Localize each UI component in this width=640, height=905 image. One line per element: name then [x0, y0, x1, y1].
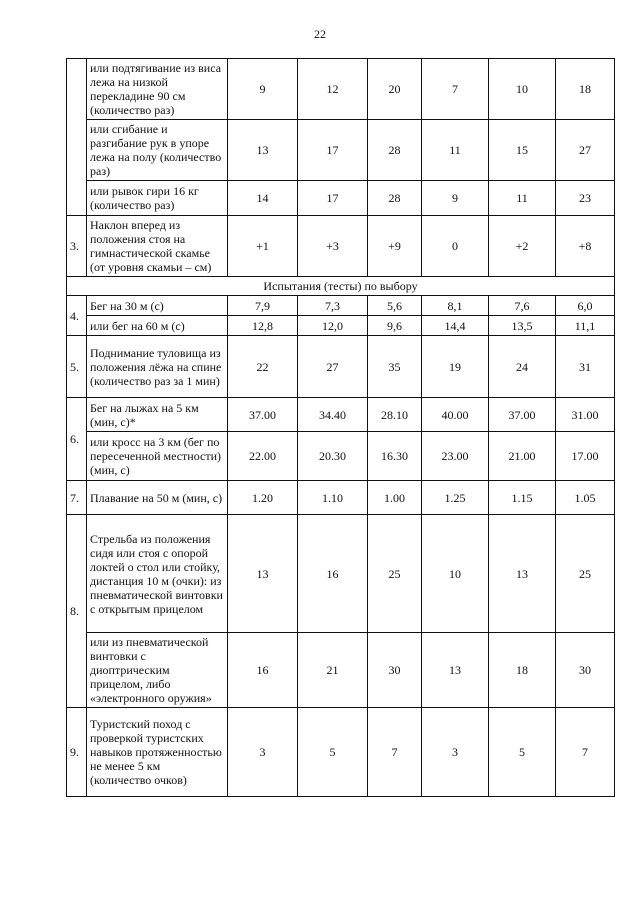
row-number: 4.	[67, 296, 87, 336]
table-row	[67, 481, 615, 515]
norm-value: 23.00	[422, 432, 489, 481]
norm-value: 28	[368, 181, 422, 216]
row-number: 6.	[67, 398, 87, 481]
norm-value: 13	[228, 515, 298, 633]
norm-value: 35	[368, 336, 422, 398]
norm-value: 7	[556, 708, 615, 797]
norm-value: 23	[556, 181, 615, 216]
norm-value: 7,9	[228, 296, 298, 316]
table-row	[67, 633, 615, 708]
norm-value: 3	[422, 708, 489, 797]
norm-value: 17.00	[556, 432, 615, 481]
norm-value: 34.40	[298, 398, 368, 432]
norm-value: 14,4	[422, 316, 489, 336]
norm-value: 1.25	[422, 481, 489, 515]
test-description: или из пневматической винтовки с диоптрическим прицелом, либо «электронного оружия»	[87, 633, 228, 708]
table-row	[67, 120, 615, 181]
norm-value: 21	[298, 633, 368, 708]
norm-value: 6,0	[556, 296, 615, 316]
norm-value: 20.30	[298, 432, 368, 481]
table-row	[67, 515, 615, 633]
norm-value: 1.05	[556, 481, 615, 515]
norm-value: +2	[489, 216, 556, 277]
norm-value: 37.00	[489, 398, 556, 432]
norm-value: 13	[489, 515, 556, 633]
norm-value: 3	[228, 708, 298, 797]
norm-value: 1.20	[228, 481, 298, 515]
norm-value: 18	[556, 59, 615, 120]
norm-value: 28	[368, 120, 422, 181]
norm-value: 11,1	[556, 316, 615, 336]
test-description: Бег на 30 м (с)	[87, 296, 228, 316]
test-description: Поднимание туловища из положения лёжа на спине (количество раз за 1 мин)	[87, 336, 228, 398]
test-description: или кросс на 3 км (бег по пересеченной местности) (мин, с)	[87, 432, 228, 481]
norm-value: 16.30	[368, 432, 422, 481]
norm-value: 40.00	[422, 398, 489, 432]
test-description: или подтягивание из виса лежа на низкой перекладине 90 см (количество раз)	[87, 59, 228, 120]
test-description: Плавание на 50 м (мин, с)	[87, 481, 228, 515]
norm-value: +8	[556, 216, 615, 277]
test-description: Стрельба из положения сидя или стоя с опорой локтей о стол или стойку, дистанция 10 м (очки): из пневматической винтовки с открытым прицелом	[87, 515, 228, 633]
norm-value: 17	[298, 120, 368, 181]
page-number: 22	[314, 27, 326, 41]
norm-value: 7,3	[298, 296, 368, 316]
norm-value: 25	[368, 515, 422, 633]
section-row	[67, 277, 615, 296]
norm-value: 7,6	[489, 296, 556, 316]
norm-value: 31	[556, 336, 615, 398]
norm-value: 30	[556, 633, 615, 708]
norm-value: 11	[422, 120, 489, 181]
norm-value: 12,8	[228, 316, 298, 336]
norm-value: 9	[422, 181, 489, 216]
table-row	[67, 59, 615, 120]
test-description: Бег на лыжах на 5 км (мин, с)*	[87, 398, 228, 432]
norm-value: 22.00	[228, 432, 298, 481]
norm-value: 1.00	[368, 481, 422, 515]
norm-value: 31.00	[556, 398, 615, 432]
norm-value: 30	[368, 633, 422, 708]
norm-value: 0	[422, 216, 489, 277]
norm-value: 22	[228, 336, 298, 398]
norm-value: 9,6	[368, 316, 422, 336]
norm-value: 13,5	[489, 316, 556, 336]
norm-value: 1.10	[298, 481, 368, 515]
norm-value: 7	[368, 708, 422, 797]
norm-value: 5	[489, 708, 556, 797]
norm-value: 16	[228, 633, 298, 708]
table-row	[67, 181, 615, 216]
test-description: или рывок гири 16 кг (количество раз)	[87, 181, 228, 216]
test-description: Туристский поход с проверкой туристских навыков протяженностью не менее 5 км (количество очков)	[87, 708, 228, 797]
norm-value: 12,0	[298, 316, 368, 336]
norm-value: 25	[556, 515, 615, 633]
norm-value: 20	[368, 59, 422, 120]
norm-value: 9	[228, 59, 298, 120]
row-number	[67, 59, 87, 216]
norm-value: 16	[298, 515, 368, 633]
table-row	[67, 216, 615, 277]
norm-value: 7	[422, 59, 489, 120]
row-number: 7.	[67, 481, 87, 515]
norm-value: +9	[368, 216, 422, 277]
norm-value: 10	[489, 59, 556, 120]
table-row	[67, 708, 615, 797]
table-row	[67, 398, 615, 432]
test-description: или бег на 60 м (с)	[87, 316, 228, 336]
table-row	[67, 432, 615, 481]
norm-value: 17	[298, 181, 368, 216]
table-row	[67, 316, 615, 336]
norm-value: 10	[422, 515, 489, 633]
norm-value: 13	[228, 120, 298, 181]
section-title: Испытания (тесты) по выбору	[67, 277, 615, 296]
norm-value: 15	[489, 120, 556, 181]
norm-value: 5,6	[368, 296, 422, 316]
norm-value: 27	[556, 120, 615, 181]
norm-value: 8,1	[422, 296, 489, 316]
norm-value: 24	[489, 336, 556, 398]
table-row	[67, 296, 615, 316]
norm-value: 18	[489, 633, 556, 708]
norm-value: 19	[422, 336, 489, 398]
norm-value: 12	[298, 59, 368, 120]
row-number: 8.	[67, 515, 87, 708]
norm-value: 37.00	[228, 398, 298, 432]
norm-value: 1.15	[489, 481, 556, 515]
norm-value: 28.10	[368, 398, 422, 432]
norm-value: 27	[298, 336, 368, 398]
norm-value: 11	[489, 181, 556, 216]
row-number: 9.	[67, 708, 87, 797]
norm-value: +3	[298, 216, 368, 277]
norm-value: 21.00	[489, 432, 556, 481]
table-row	[67, 336, 615, 398]
row-number: 5.	[67, 336, 87, 398]
norm-value: 5	[298, 708, 368, 797]
test-description: Наклон вперед из положения стоя на гимнастической скамье (от уровня скамьи – см)	[87, 216, 228, 277]
row-number: 3.	[67, 216, 87, 277]
norm-value: 14	[228, 181, 298, 216]
norms-table	[66, 58, 615, 797]
norm-value: 13	[422, 633, 489, 708]
test-description: или сгибание и разгибание рук в упоре лежа на полу (количество раз)	[87, 120, 228, 181]
norm-value: +1	[228, 216, 298, 277]
